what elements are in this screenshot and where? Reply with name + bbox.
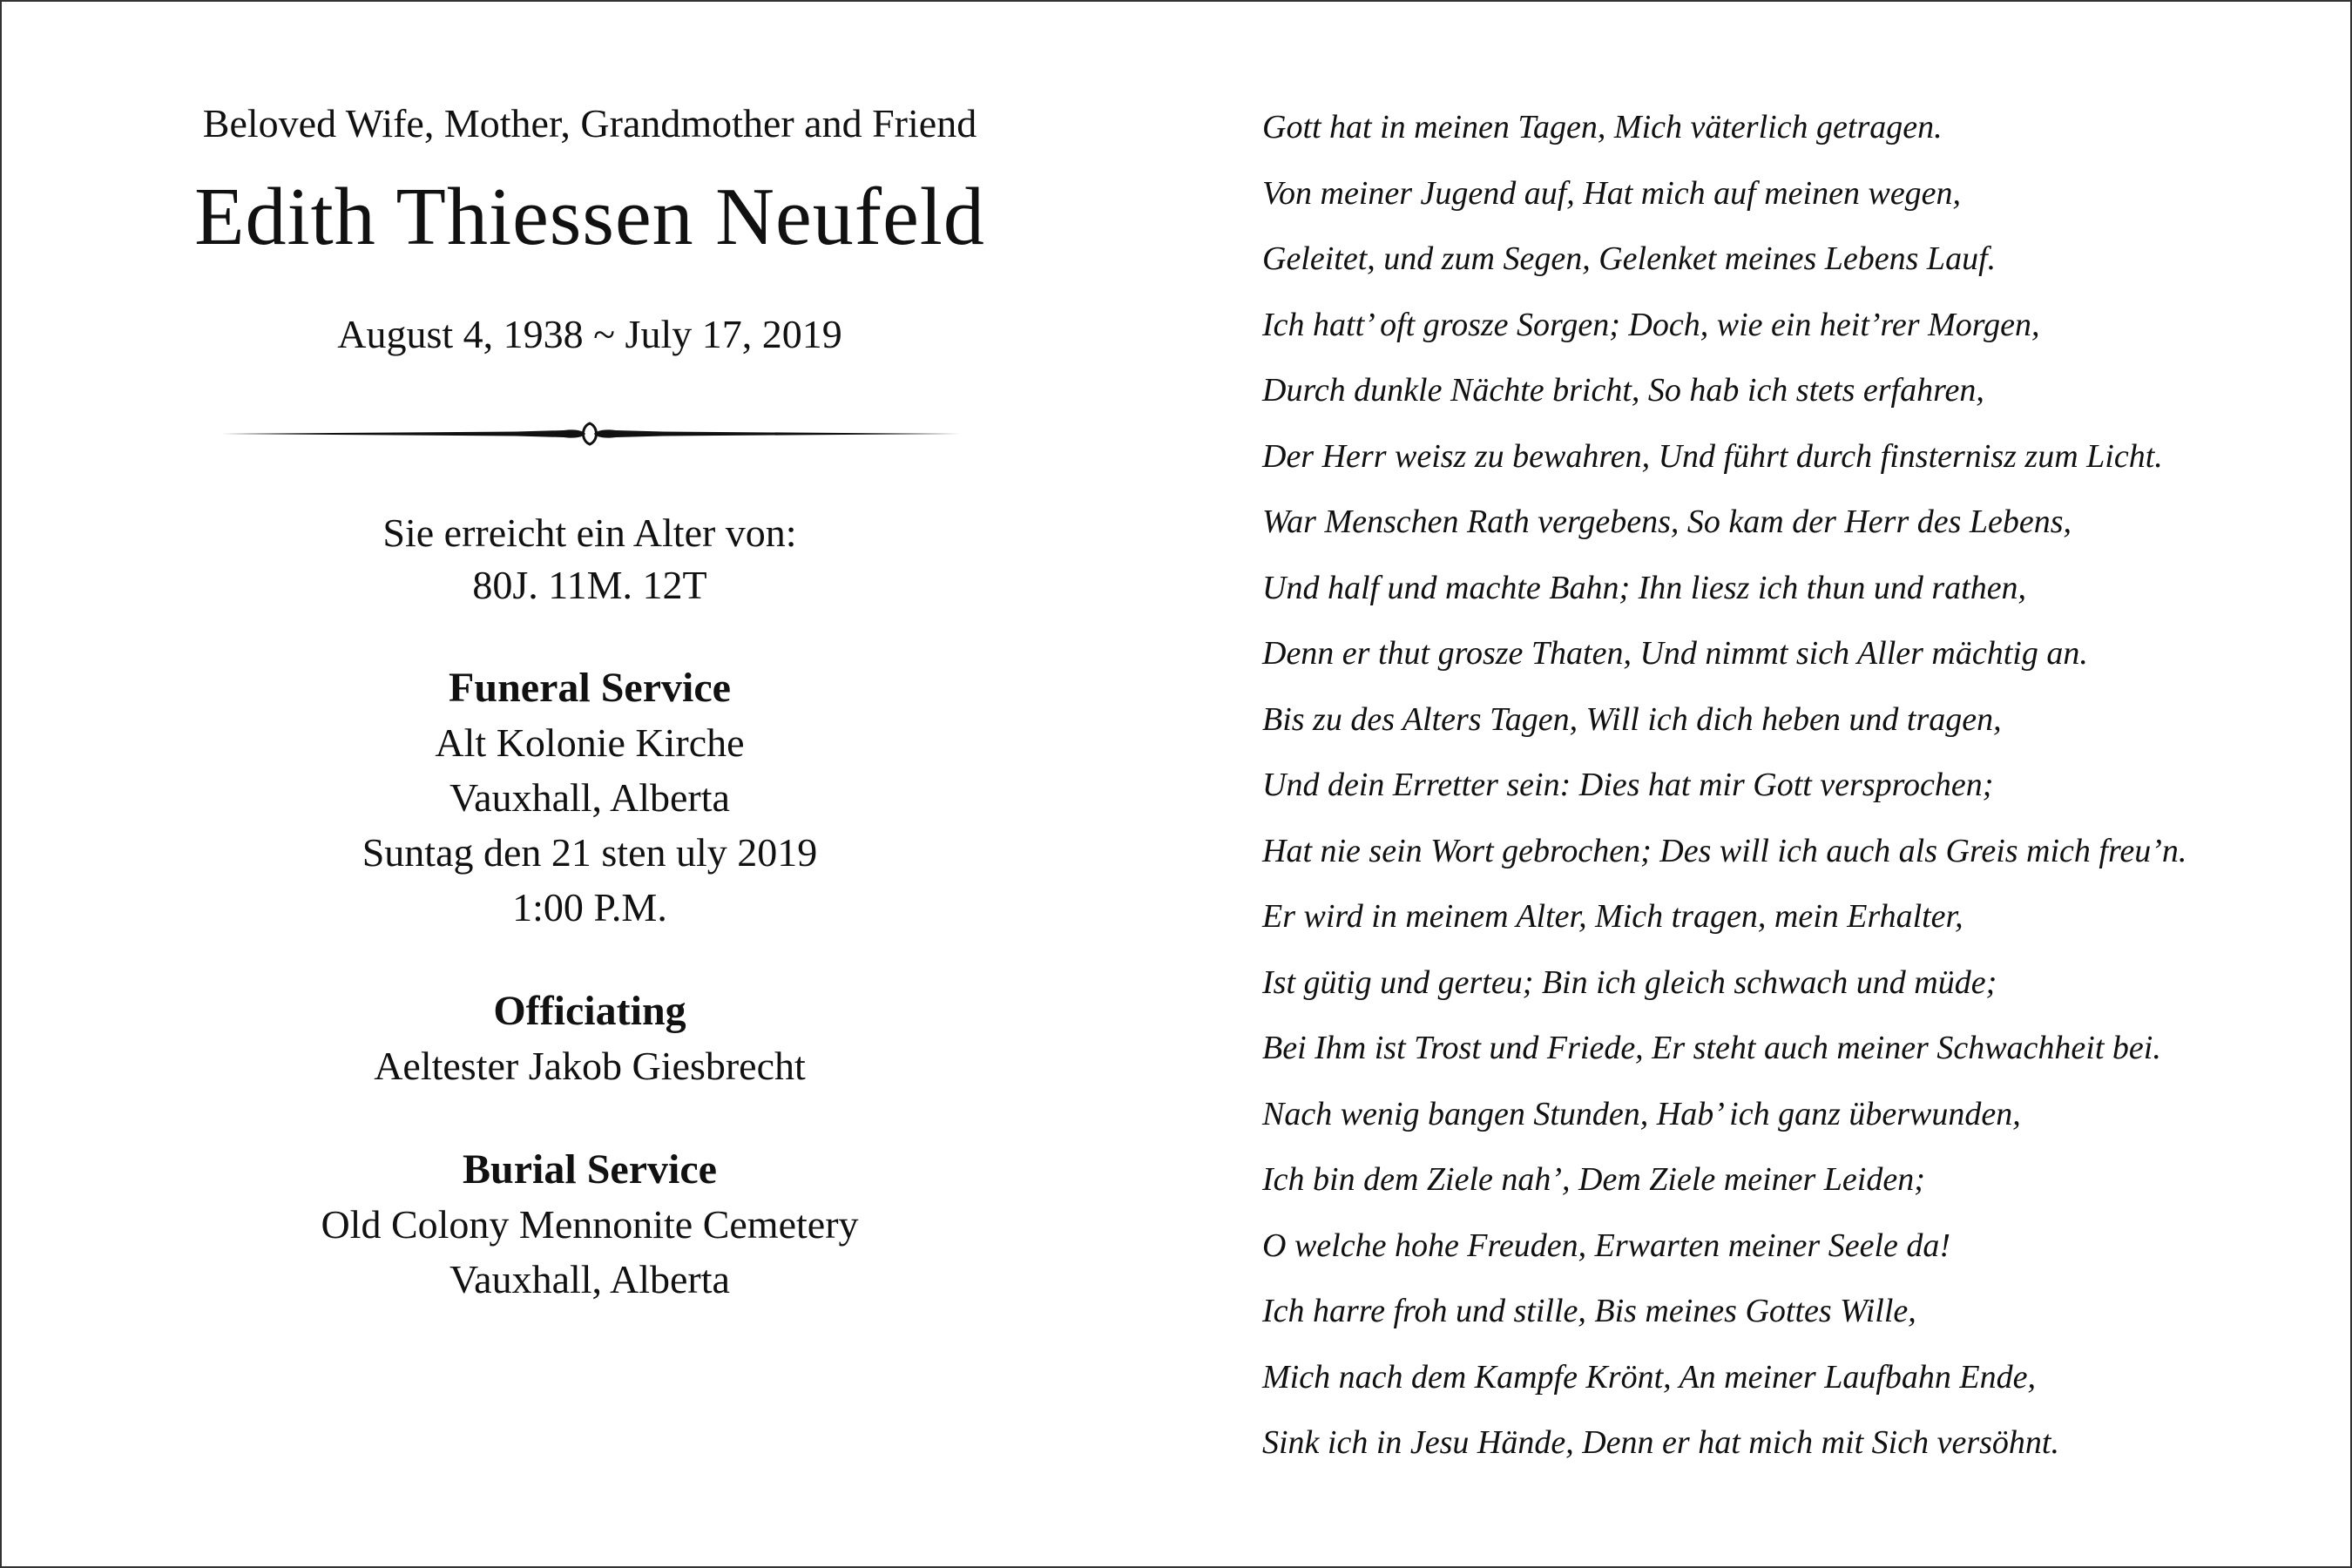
poem-line: Der Herr weisz zu bewahren, Und führt durch finsternisz zum Licht. <box>1262 437 2163 475</box>
officiant-name: Aeltester Jakob Giesbrecht <box>374 1044 806 1088</box>
poem-line: Und dein Erretter sein: Dies hat mir Gott versprochen; <box>1262 767 1994 803</box>
poem-line: Ich harre froh und stille, Bis meines Gottes Wille, <box>1262 1293 1916 1329</box>
funeral-service-heading: Funeral Service <box>449 665 731 711</box>
burial-service-heading: Burial Service <box>463 1146 717 1193</box>
poem-line: Hat nie sein Wort gebrochen; Des will ich auch als Greis mich freu’n. <box>1262 832 2187 869</box>
poem-line: Von meiner Jugend auf, Hat mich auf meinen wegen, <box>1262 174 1962 212</box>
poem-line: Geleitet, und zum Segen, Gelenket meines Lebens Lauf. <box>1262 240 1997 277</box>
memorial-details <box>141 89 1038 1307</box>
funeral-service-section <box>141 660 1038 935</box>
poem-line: Nach wenig bangen Stunden, Hab’ ich ganz überwunden, <box>1262 1095 2021 1132</box>
age-block <box>141 507 1038 612</box>
poem-line: Bei Ihm ist Trost und Friede, Er steht auch meiner Schwachheit bei. <box>1262 1030 2161 1066</box>
life-dates: August 4, 1938 ~ July 17, 2019 <box>337 312 842 356</box>
deceased-name: Edith Thiessen Neufeld <box>194 172 985 262</box>
funeral-location: Alt Kolonie Kirche <box>435 720 745 765</box>
funeral-town: Vauxhall, Alberta <box>449 775 730 820</box>
poem <box>1262 95 2334 1477</box>
tagline: Beloved Wife, Mother, Grandmother and Friend <box>202 101 977 145</box>
ornamental-divider <box>220 416 960 451</box>
poem-line: Und half und machte Bahn; Ihn liesz ich thun und rathen, <box>1262 569 2027 606</box>
funeral-date: Suntag den 21 sten uly 2019 <box>362 830 818 875</box>
burial-location: Old Colony Mennonite Cemetery <box>321 1202 859 1247</box>
officiating-section <box>141 983 1038 1093</box>
burial-town: Vauxhall, Alberta <box>449 1257 730 1301</box>
poem-line: War Menschen Rath vergebens, So kam der Herr des Lebens, <box>1262 504 2072 540</box>
poem-line: Gott hat in meinen Tagen, Mich väterlich getragen. <box>1262 109 1943 145</box>
poem-line: Sink ich in Jesu Hände, Denn er hat mich mit Sich versöhnt. <box>1262 1424 2059 1461</box>
poem-line: Er wird in meinem Alter, Mich tragen, mein Erhalter, <box>1262 898 1963 935</box>
poem-line: Denn er thut grosze Thaten, Und nimmt sich Aller mächtig an. <box>1262 635 2088 672</box>
age-value: 80J. 11M. 12T <box>472 563 707 607</box>
age-label: Sie erreicht ein Alter von: <box>382 510 797 555</box>
officiating-heading: Officiating <box>493 988 686 1034</box>
poem-line: O welche hohe Freuden, Erwarten meiner Seele da! <box>1262 1227 1951 1264</box>
poem-line: Bis zu des Alters Tagen, Will ich dich heben und tragen, <box>1262 700 2002 738</box>
poem-line: Durch dunkle Nächte bricht, So hab ich stets erfahren, <box>1262 372 1984 409</box>
burial-service-section <box>141 1142 1038 1307</box>
poem-line: Ich bin dem Ziele nah’, Dem Ziele meiner Leiden; <box>1262 1161 1925 1198</box>
poem-line: Ist gütig und gerteu; Bin ich gleich schwach und müde; <box>1262 963 1997 1001</box>
funeral-time: 1:00 P.M. <box>512 885 667 929</box>
poem-line: Mich nach dem Kampfe Krönt, An meiner Laufbahn Ende, <box>1262 1358 2036 1396</box>
poem-line: Ich hatt’ oft grosze Sorgen; Doch, wie ein heit’rer Morgen, <box>1262 306 2040 343</box>
